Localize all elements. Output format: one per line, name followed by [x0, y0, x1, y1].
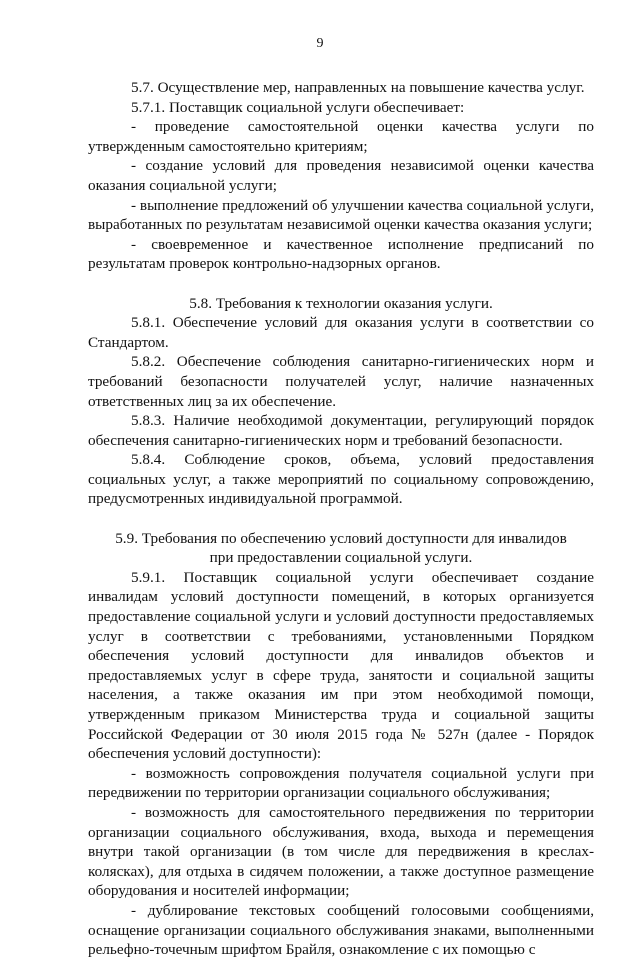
- section-spacer: [88, 509, 594, 529]
- paragraph-5-8-2: 5.8.2. Обеспечение соблюдения санитарно-гигиенических норм и требований безопасности получателей услуг, наличие назначенных ответственных лиц за их обеспечение.: [88, 353, 594, 410]
- list-item-5-9-c: - дублирование текстовых сообщений голосовыми сообщениями, оснащение организации социального обслуживания знаками, выполненными рельефно-точечным шрифтом Брайля, ознакомление с их помощью с: [88, 901, 594, 959]
- list-item-5-7-c: - выполнение предложений об улучшении качества социальной услуги, выработанных по результатам независимой оценки качества оказания услуги;: [88, 196, 594, 234]
- list-item-5-7-a: - проведение самостоятельной оценки качества услуги по утвержденным самостоятельно критериям;: [88, 118, 594, 155]
- section-5-9-heading-line2: при предоставлении социальной услуги.: [209, 549, 473, 567]
- paragraph-5-8-1: 5.8.1. Обеспечение условий для оказания услуги в соответствии со Стандартом.: [88, 314, 594, 351]
- document-body: [88, 78, 594, 960]
- section-5-7-heading: 5.7. Осуществление мер, направленных на повышение качества услуг.: [131, 79, 585, 96]
- list-item-5-9-b: - возможность для самостоятельного передвижения по территории организации социального обслуживания, входа, выхода и перемещения внутри такой организации (в том числе для передвижения в креслах-колясках), для отдыха в сидячем положении, а также доступное размещение оборудования и носителей информации;: [88, 803, 594, 900]
- paragraph-5-8-4: 5.8.4. Соблюдение сроков, объема, условий предоставления социальных услуг, а также мероприятий по социальному сопровождению, предусмотренных индивидуальной программой.: [88, 451, 594, 508]
- paragraph-5-8-3: 5.8.3. Наличие необходимой документации, регулирующий порядок обеспечения санитарно-гигиенических норм и требований безопасности.: [88, 412, 594, 449]
- section-spacer: [88, 274, 594, 294]
- section-5-8-heading: 5.8. Требования к технологии оказания услуги.: [189, 294, 493, 312]
- list-item-5-9-a: - возможность сопровождения получателя социальной услуги при передвижении по территории организации социального обслуживания;: [88, 764, 594, 802]
- list-item-5-7-b: - создание условий для проведения независимой оценки качества оказания социальной услуги;: [88, 157, 594, 194]
- paragraph-5-7-1: 5.7.1. Поставщик социальной услуги обеспечивает:: [131, 98, 465, 116]
- paragraph-5-9-1: 5.9.1. Поставщик социальной услуги обеспечивает создание инвалидам условий доступности помещений, в которых организуется предоставление социальной услуги и условий доступности предоставляемых услуг в соответствии с требованиями, установленными Порядком обеспечения условий доступности для инвалидов объектов и предоставляемых услуг в сфере труда, занятости и социальной защиты населения, а также оказания им при этом необходимой помощи, утвержденным приказом Министерства труда и социальной защиты Российской Федерации от 30 июля 2015 года № 527н (далее - Порядок обеспечения условий доступности):: [88, 568, 594, 763]
- section-5-9-heading-line1: 5.9. Требования по обеспечению условий доступности для инвалидов: [115, 529, 567, 547]
- page-number: 9: [316, 36, 324, 51]
- list-item-5-7-d: - своевременное и качественное исполнение предписаний по результатам проверок контрольно-надзорных органов.: [88, 235, 594, 273]
